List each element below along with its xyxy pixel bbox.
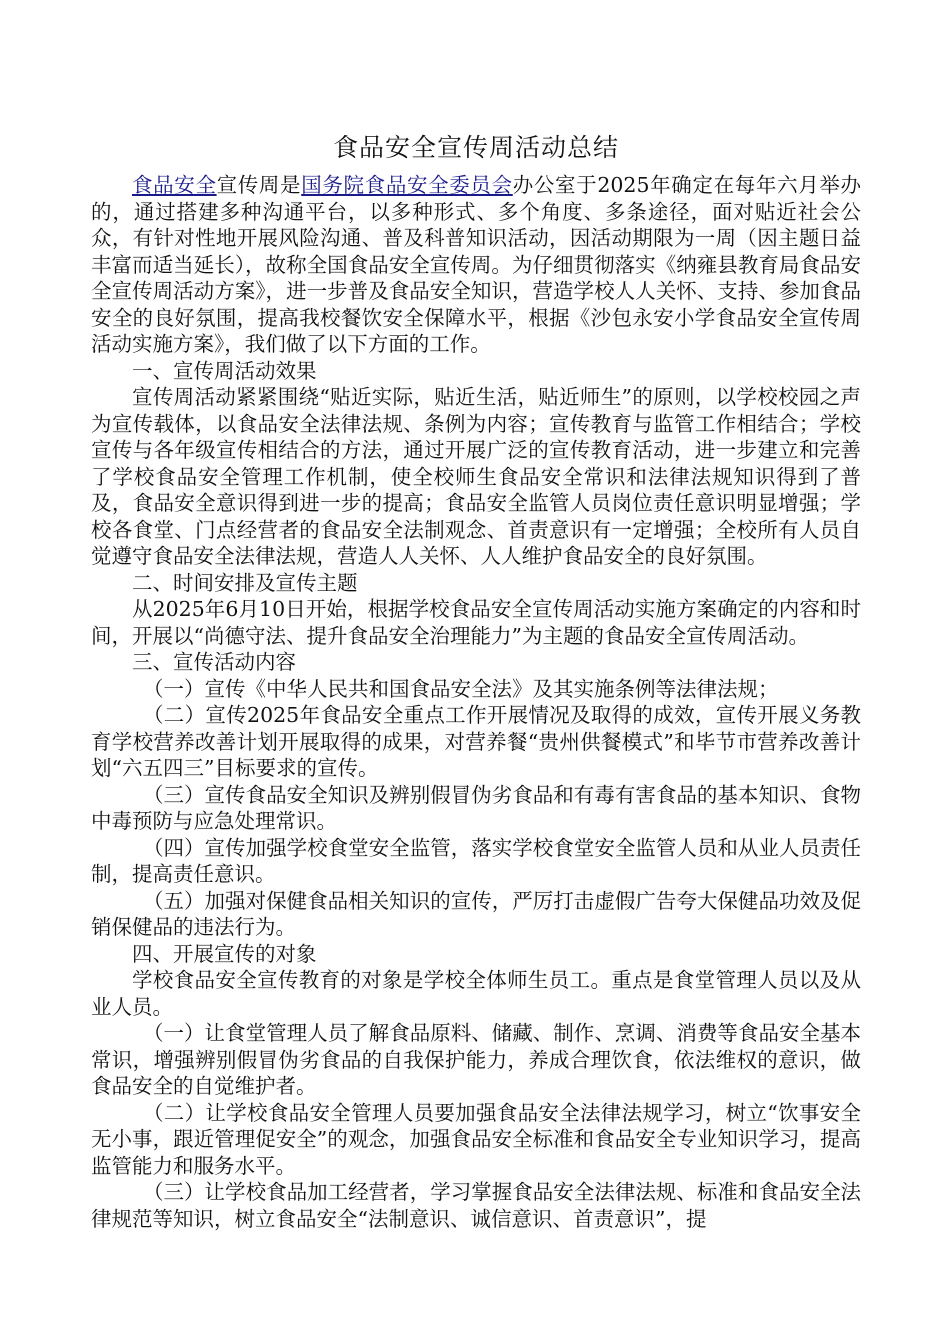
document-page (91, 128, 861, 1232)
food-safety-link[interactable]: 食品安全 (132, 173, 217, 197)
intro-text-2: 办公室于2025年确定在每年六月举办的，通过搭建多种沟通平台，以多种形式、多个角度、多条途径，面对贴近社会公众，有针对性地开展风险沟通、普及科普知识活动，因活动期限为一周（因主题日益丰富而适当延长），故称全国食品安全宣传周。为仔细贯彻落实《纳雍县教育局食品安全宣传周活动方案》，进一步普及食品安全知识，营造学校人人关怀、支持、参加食品安全的良好氛围，提高我校餐饮安全保障水平，根据《沙包永安小学食品安全宣传周活动实施方案》，我们做了以下方面的工作。 (91, 173, 862, 356)
state-council-link[interactable]: 国务院食品安全委员会 (301, 173, 513, 197)
section-heading-2: 二、时间安排及宣传主题 (132, 570, 358, 595)
audience-item-1: （一）让食堂管理人员了解食品原料、储藏、制作、烹调、消费等食品安全基本常识，增强辨别假冒伪劣食品的自我保护能力，养成合理饮食，依法维权的意识，做食品安全的自觉维护者。 (91, 1021, 861, 1098)
section-paragraph-2: 从2025年6月10日开始，根据学校食品安全宣传周活动实施方案确定的内容和时间，开展以“尚德守法、提升食品安全治理能力”为主题的食品安全宣传周活动。 (91, 597, 861, 648)
intro-text-1: 宣传周是 (216, 173, 302, 197)
section-paragraph-4: 学校食品安全宣传教育的对象是学校全体师生员工。重点是食堂管理人员以及从业人员。 (91, 968, 861, 1019)
section-paragraph-1: 宣传周活动紧紧围绕“贴近实际，贴近生活，贴近师生”的原则，以学校校园之声为宣传载体，以食品安全法律法规、条例为内容；宣传教育与监管工作相结合；学校宣传与各年级宣传相结合的方法，通过开展广泛的宣传教育活动，进一步建立和完善了学校食品安全管理工作机制，使全校师生食品安全常识和法律法规知识得到了普及，食品安全意识得到进一步的提高；食品安全监管人员岗位责任意识明显增强；学校各食堂、门点经营者的食品安全法制观念、首责意识有一定增强；全校所有人员自觉遵守食品安全法律法规，营造人人关怀、人人维护食品安全的良好氛围。 (91, 385, 861, 568)
content-item-1: （一）宣传《中华人民共和国食品安全法》及其实施条例等法律法规； (143, 676, 779, 701)
document-title: 食品安全宣传周活动总结 (332, 133, 619, 162)
content-item-2: （二）宣传2025年食品安全重点工作开展情况及取得的成效，宣传开展义务教育学校营养改善计划开展取得的成果，对营养餐“贵州供餐模式”和毕节市营养改善计划“六五四三”目标要求的宣传。 (91, 703, 861, 780)
content-item-3: （三）宣传食品安全知识及辨别假冒伪劣食品和有毒有害食品的基本知识、食物中毒预防与应急处理常识。 (91, 782, 861, 833)
audience-item-2: （二）让学校食品安全管理人员要加强食品安全法律法规学习，树立“饮事安全无小事，跟近管理促安全”的观念，加强食品安全标准和食品安全专业知识学习，提高监管能力和服务水平。 (91, 1100, 861, 1178)
content-item-5: （五）加强对保健食品相关知识的宣传，严厉打击虚假广告夸大保健品功效及促销保健品的违法行为。 (91, 888, 861, 939)
section-heading-4: 四、开展宣传的对象 (132, 941, 317, 966)
section-heading-3: 三、宣传活动内容 (132, 650, 296, 674)
audience-item-3: （三）让学校食品加工经营者，学习掌握食品安全法律法规、标准和食品安全法律规范等知识，树立食品安全“法制意识、诚信意识、首责意识”，提 (91, 1180, 861, 1231)
section-heading-1: 一、宣传周活动效果 (132, 358, 317, 383)
content-item-4: （四）宣传加强学校食堂安全监管，落实学校食堂安全监管人员和从业人员责任制，提高责任意识。 (91, 835, 861, 886)
intro-paragraph (91, 172, 861, 358)
